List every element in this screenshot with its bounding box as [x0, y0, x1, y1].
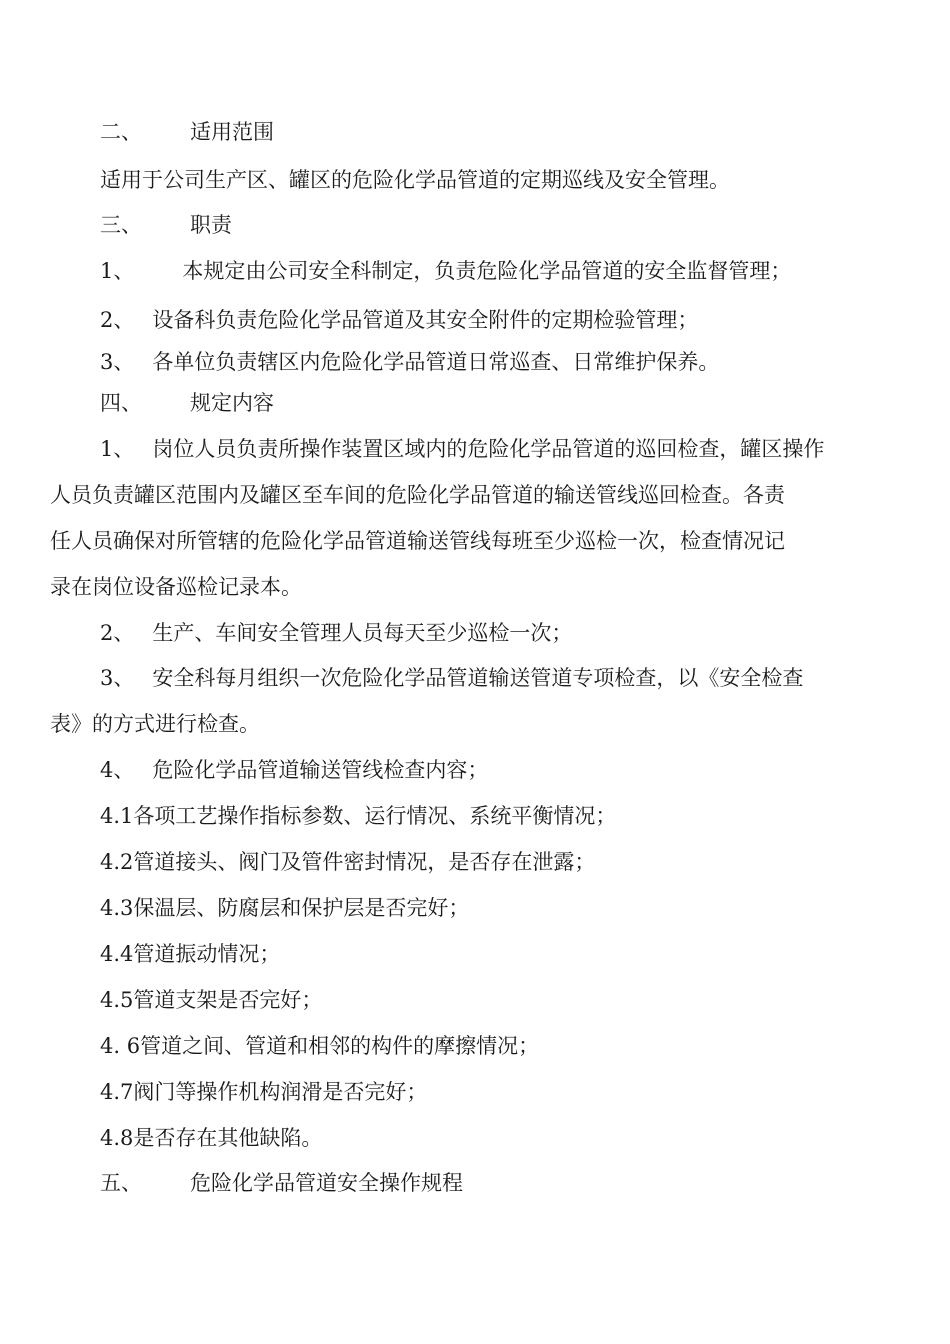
check-item: 4.1各项工艺操作指标参数、运行情况、系统平衡情况；	[100, 804, 617, 828]
item-number: 3、	[100, 350, 135, 374]
section-title: 职责	[190, 213, 232, 237]
duty-item-2	[100, 306, 900, 334]
rule-4	[100, 756, 900, 784]
rule-3-line-2: 表》的方式进行检查。	[50, 712, 260, 736]
item-text: 本规定由公司安全科制定，负责危险化学品管道的安全监督管理；	[182, 259, 792, 283]
item-text: 安全科每月组织一次危险化学品管道输送管道专项检查，以《安全检查	[152, 666, 804, 690]
rule-2	[100, 619, 900, 647]
section-title: 危险化学品管道安全操作规程	[190, 1171, 463, 1195]
check-item: 4.8是否存在其他缺陷。	[100, 1126, 323, 1150]
section-2-body: 适用于公司生产区、罐区的危险化学品管道的定期巡线及安全管理。	[100, 168, 730, 192]
item-number: 1、	[100, 437, 135, 461]
section-number: 五、	[100, 1171, 142, 1195]
item-number: 1、	[100, 259, 135, 283]
section-5-heading	[100, 1169, 900, 1197]
item-text: 岗位人员负责所操作装置区域内的危险化学品管道的巡回检查，罐区操作	[152, 437, 825, 461]
check-item: 4.3保温层、防腐层和保护层是否完好；	[100, 896, 470, 920]
rule-1-line-3: 任人员确保对所管辖的危险化学品管道输送管线每班至少巡检一次，检查情况记	[50, 529, 785, 553]
check-item: 4. 6管道之间、管道和相邻的构件的摩擦情况；	[100, 1034, 540, 1058]
section-title: 适用范围	[190, 120, 274, 144]
duty-item-3	[100, 348, 900, 376]
item-text: 危险化学品管道输送管线检查内容；	[152, 758, 489, 782]
item-text: 各单位负责辖区内危险化学品管道日常巡查、日常维护保养。	[152, 350, 720, 374]
item-number: 2、	[100, 308, 135, 332]
item-text: 生产、车间安全管理人员每天至少巡检一次；	[152, 621, 573, 645]
rule-1-line-2: 人员负责罐区范围内及罐区至车间的危险化学品管道的输送管线巡回检查。各责	[50, 483, 785, 507]
item-number: 2、	[100, 621, 135, 645]
rule-1-line-1	[100, 435, 900, 463]
section-3-heading	[100, 211, 900, 239]
section-number: 四、	[100, 391, 142, 415]
section-number: 二、	[100, 120, 142, 144]
section-number: 三、	[100, 213, 142, 237]
check-item: 4.5管道支架是否完好；	[100, 988, 323, 1012]
item-text: 设备科负责危险化学品管道及其安全附件的定期检验管理；	[152, 308, 699, 332]
check-item: 4.7阀门等操作机构润滑是否完好；	[100, 1080, 428, 1104]
check-item: 4.2管道接头、阀门及管件密封情况，是否存在泄露；	[100, 850, 596, 874]
rule-3-line-1	[100, 664, 900, 692]
item-number: 4、	[100, 758, 135, 782]
rule-1-line-4: 录在岗位设备巡检记录本。	[50, 575, 302, 599]
section-2-heading	[100, 118, 900, 146]
section-title: 规定内容	[190, 391, 274, 415]
item-number: 3、	[100, 666, 135, 690]
check-item: 4.4管道振动情况；	[100, 942, 281, 966]
section-4-heading	[100, 389, 900, 417]
duty-item-1	[100, 257, 900, 285]
